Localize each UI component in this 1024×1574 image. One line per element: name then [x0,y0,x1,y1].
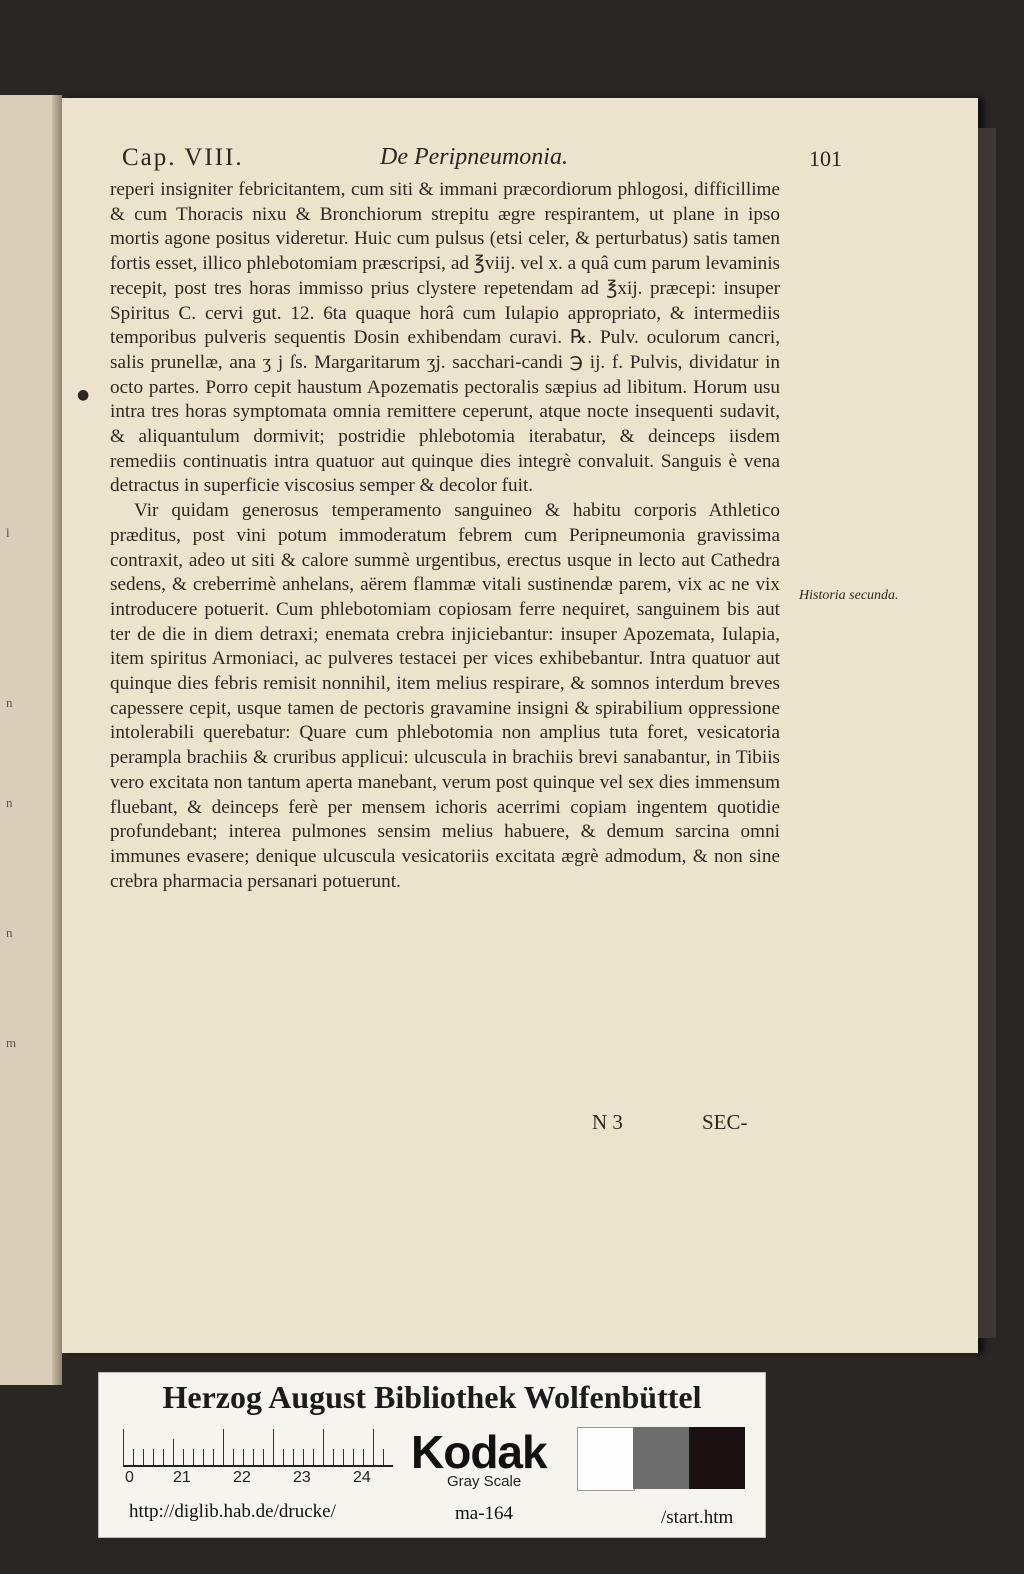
ruler-label: 21 [173,1469,191,1486]
ruler-tick [193,1449,194,1465]
ruler-tick [233,1449,234,1465]
ruler-tick [353,1449,354,1465]
ruler-label: 0 [125,1469,134,1486]
ruler-tick [243,1449,244,1465]
ruler-tick [133,1449,134,1465]
start-page-label: /start.htm [661,1507,734,1528]
ruler-label: 22 [233,1469,251,1486]
facing-page-fragment: m [6,1035,17,1050]
book-page [62,98,978,1353]
paragraph-2: Vir quidam generosus temperamento sanguineo & habitu corporis Athletico præditus, post vini potum immoderatum febrem cum Peripneumonia gravissima contraxit, adeo ut siti & calore summè urgentibus, erectus usque in lecto aut Cathedra sedens, & creberrimè anhelans, aërem flammæ vitali sustinendæ parem, vix ac ne vix introducere potuerit. Cum phlebotomiam copiosam ferre nequiret, sanguinem bis aut ter de die in diem detraxi; enemata crebra injiciebantur: insuper Apozemata, Iulapia, item spiritus Armoniaci, ac pulveres testacei per vices exhibebantur. Intra quatuor aut quinque dies febris remisit nonnihil, item melius respirare, & somnos interdum breves capessere cepit, usque tamen de pectoris gravamine insigni & spirabilium oppressione intolerabili querebatur: Quare cum phlebotomia non amplius tuta foret, vesicatoria perampla brachiis & cruribus applicui: ulcuscula in brachiis brevi sanabantur, in Tibiis vero excitata non tantum aperta manebant, verum post quinque vel sex dies immensum fluebant, & deinceps ferè per mensem ichoris acerrimi copiam ingentem quotidie profundebant; interea pulmones sensim melius habuere, & demum sarcina omni immunes evasere; denique ulcuscula vesicatoriis excitata ægrè admodum, & non sine crebra pharmacia persanari potuerunt. [110,500,780,892]
catchword: SEC- [702,1110,748,1134]
facing-page-fragment: n [6,795,13,810]
ruler-tick [313,1449,314,1465]
ruler-tick [223,1429,224,1465]
facing-page-fragment: l [6,525,10,540]
signature-mark: N 3 [592,1110,623,1134]
source-url: http://diglib.hab.de/drucke/ [129,1501,336,1522]
ruler-tick [333,1449,334,1465]
ruler-tick [293,1449,294,1465]
ruler-tick [283,1449,284,1465]
gray-swatch-mid [633,1427,689,1489]
gray-swatch-black [689,1427,745,1489]
scale-ruler [123,1425,393,1486]
library-name: Herzog August Bibliothek Wolfenbüttel [162,1379,702,1415]
ruler-tick [383,1449,384,1465]
brand-logo: Kodak [411,1426,547,1478]
gray-scale-label: Gray Scale [447,1473,522,1490]
ruler-tick [183,1449,184,1465]
running-title: De Peripneumonia. [380,144,568,170]
running-header [122,144,842,180]
marginal-note: Historia secunda. [799,588,899,603]
ruler-tick [253,1449,254,1465]
ruler-tick [303,1449,304,1465]
ruler-tick [203,1449,204,1465]
scan-target-card [98,1372,766,1538]
ruler-tick [323,1429,324,1465]
paragraph-1: reperi insigniter febricitantem, cum siti & immani præcordiorum phlogosi, difficillime & cum Thoracis nixu & Bronchiorum strepitu ægre respirantem, ut plane in ipso mortis agone positus videretur. Huic cum pulsus (etsi celer, & perturbatus) satis tamen fortis esset, illico phlebotomiam præscripsi, ad ℥viij. vel x. a quâ cum parum levaminis recepit, post tres horas immisso prius clystere repetendam ad ℥xij. præcepi: insuper Spiritus C. cervi gut. 12. 6ta quaque horâ cum Iulapio appropriato, & intermediis temporibus pulveris sequentis Dosin exhibendam curavi. ℞. Pulv. oculorum cancri, salis prunellæ, ana ʒ j ſs. Margaritarum ʒj. sacchari-candi ℈ ij. f. Pulvis, dividatur in octo partes. Porro cepit haustum Apozematis pectoralis sæpius ad libitum. Horum usu intra tres horas symptomata omnia remittere ceperunt, atque nocte insequenti sudavit, & aliquantulum dormivit; postridie phlebotomia iterabatur, & deinceps iisdem remediis continuatis intra quatuor aut quinque dies integrè convaluit. Sanguis è vena detractus in superficie viscosius semper & decolor fuit. [110,179,780,497]
gray-swatch-white [577,1427,635,1491]
chapter-label: Cap. VIII. [122,144,244,171]
ruler-label: 23 [293,1469,311,1486]
ruler-tick [263,1449,264,1465]
shelfmark: ma-164 [455,1503,514,1524]
facing-page-fragment: n [6,925,13,940]
ruler-tick [123,1429,124,1465]
ruler-tick [213,1449,214,1465]
ruler-tick [363,1449,364,1465]
ruler-tick [343,1449,344,1465]
ruler-label: 24 [353,1469,371,1486]
ruler-tick [143,1449,144,1465]
ruler-tick [163,1449,164,1465]
page-number: 101 [809,146,842,171]
facing-page-edge [0,95,62,1385]
ruler-tick [273,1429,274,1465]
ruler-tick [373,1429,374,1465]
margin-dot-icon: ● [77,387,90,403]
text-body [110,178,780,894]
ruler-tick [173,1439,174,1465]
ruler-tick [153,1449,154,1465]
facing-page-fragment: n [6,695,13,710]
